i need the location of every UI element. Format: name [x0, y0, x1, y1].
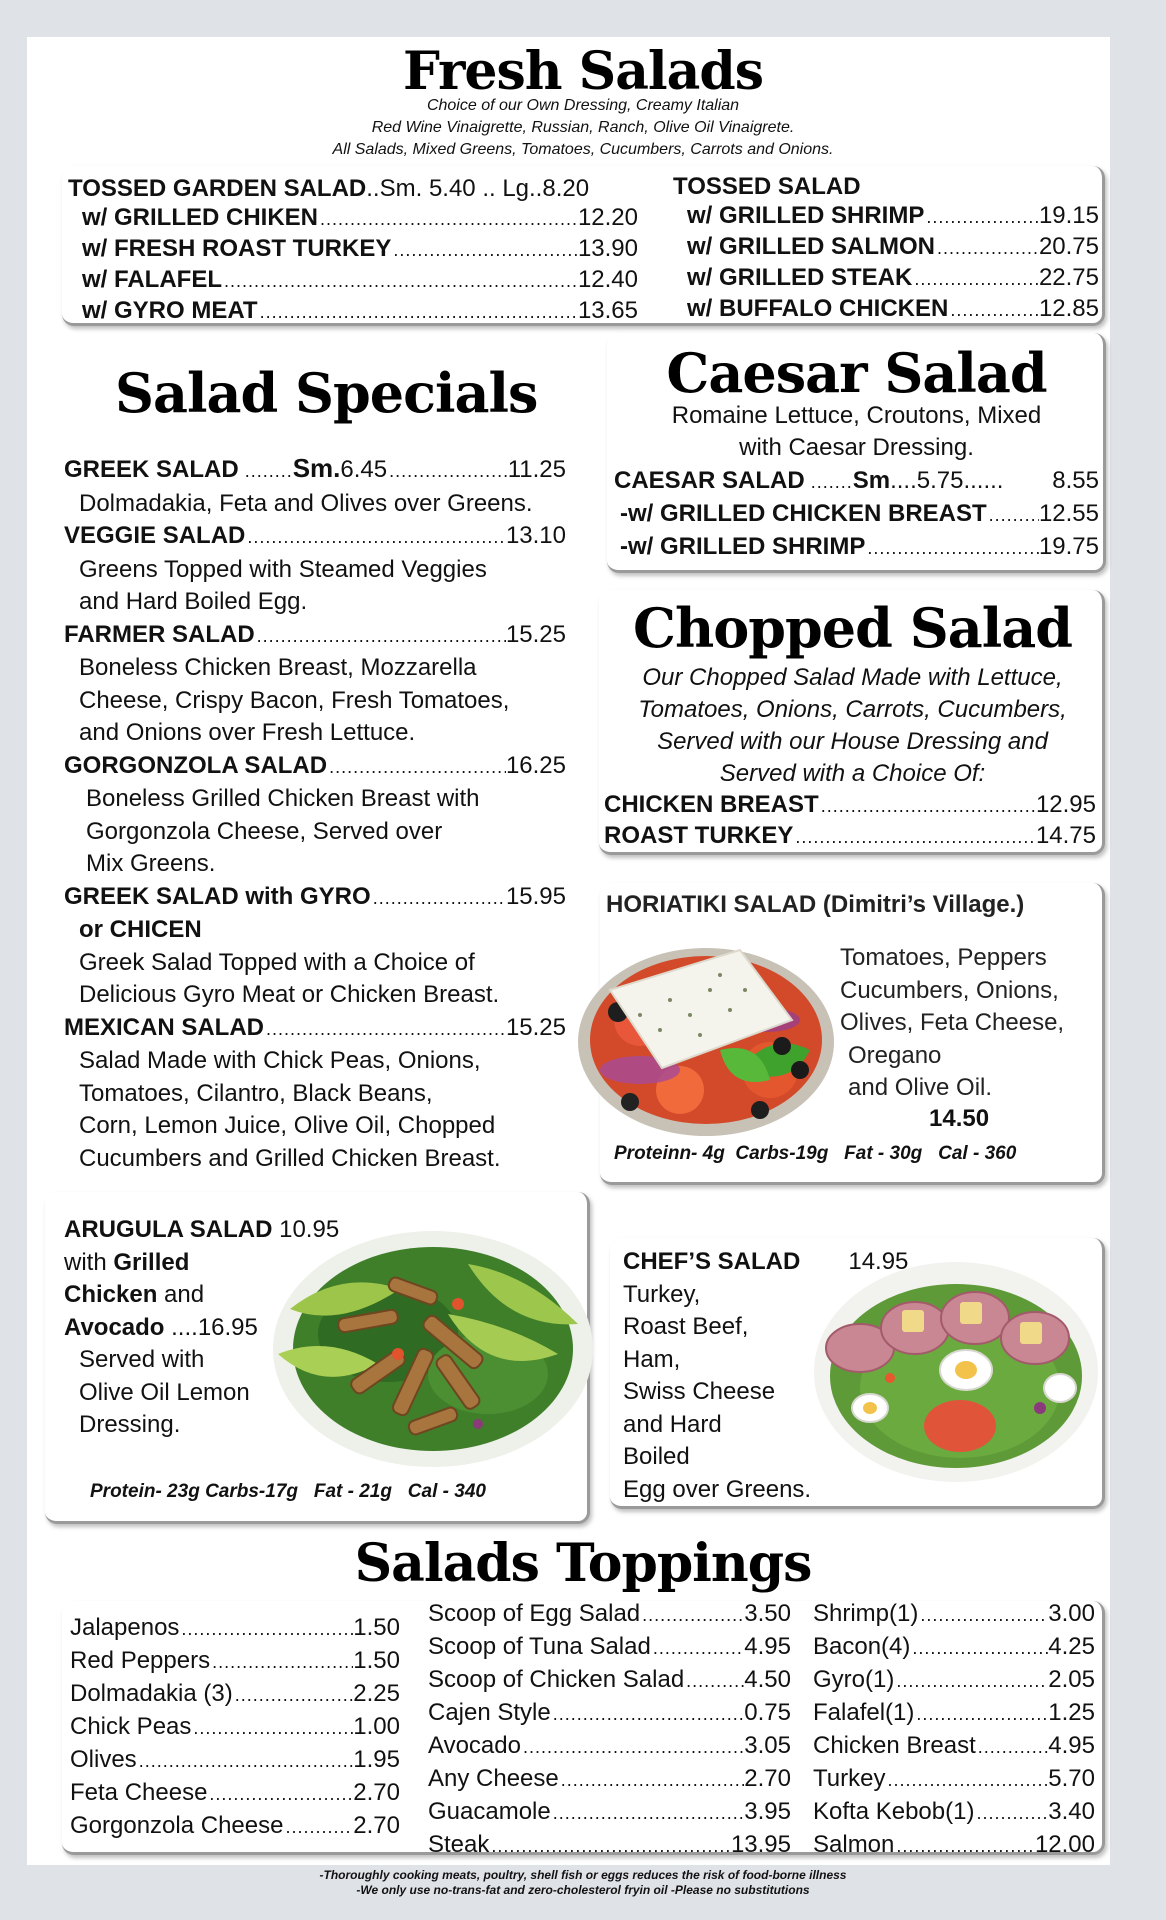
- chopped-title: Chopped Salad: [633, 596, 1072, 660]
- fresh-salads-subtitle-1: Choice of our Own Dressing, Creamy Italian: [426, 97, 740, 114]
- list-item: Kofta Kebob(1) ..... 3.40: [813, 1796, 1095, 1829]
- item-description: Boneless Grilled Chicken Breast with: [86, 785, 480, 812]
- item-description: Boneless Chicken Breast, Mozzarella: [79, 654, 477, 681]
- chopped-desc-1: Our Chopped Salad Made with Lettuce,: [642, 664, 1063, 691]
- list-item: w/ FALAFEL ..... 12.40: [68, 265, 638, 296]
- item-description: Cheese, Crispy Bacon, Fresh Tomatoes,: [79, 686, 510, 714]
- horiatiki-price: 14.50: [929, 1105, 990, 1132]
- list-item: CAESAR SALAD ....... Sm ....5.75...... 8.55: [614, 467, 1099, 494]
- list-item: Dolmadakia (3) ..... 2.25: [70, 1678, 400, 1711]
- item-name: ARUGULA SALAD: [64, 1216, 273, 1243]
- list-item: Guacamole ..... 3.95: [428, 1796, 791, 1829]
- item-description: Boiled: [623, 1443, 690, 1470]
- item-description: Corn, Lemon Juice, Olive Oil, Chopped: [79, 1112, 496, 1139]
- list-item: Salmon ..... 12.00: [813, 1829, 1095, 1862]
- fresh-salads-right-list: [673, 172, 1099, 325]
- item-description: and Hard: [623, 1410, 722, 1438]
- chopped-desc-2: Tomatoes, Onions, Carrots, Cucumbers,: [638, 696, 1067, 723]
- footer-note-1: -Thoroughly cooking meats, poultry, shell fish or eggs reduces the risk of food-borne illness: [319, 1868, 847, 1882]
- list-item: GREEK SALAD with GYRO ..... 15.95: [64, 881, 566, 915]
- list-item: VEGGIE SALAD ..... 13.10: [64, 520, 566, 554]
- list-item: Avocado ..... 3.05: [428, 1730, 791, 1763]
- chefs-text: [623, 1246, 908, 1506]
- list-item: w/ GRILLED SALMON ..... 20.75: [673, 232, 1099, 263]
- list-item: w/ FRESH ROAST TURKEY ..... 13.90: [68, 234, 638, 265]
- list-item: w/ GRILLED SHRIMP ..... 19.15: [673, 201, 1099, 232]
- list-item: Gyro(1) ..... 2.05: [813, 1664, 1095, 1697]
- item-description: Egg over Greens.: [623, 1475, 812, 1503]
- item-description: Turkey,: [623, 1280, 701, 1308]
- item-name-continued: or CHICEN: [79, 916, 202, 943]
- chopped-desc-3: Served with our House Dressing and: [657, 728, 1048, 755]
- caesar-desc-2: with Caesar Dressing.: [739, 434, 974, 461]
- item-description: Dolmadakia, Feta and Olives over Greens.: [79, 489, 533, 517]
- item-description: Olives, Feta Cheese,: [840, 1009, 1065, 1036]
- list-item: Scoop of Tuna Salad ..... 4.95: [428, 1631, 791, 1664]
- toppings-col-1: [70, 1612, 400, 1843]
- list-item: -w/ GRILLED SHRIMP ..... 19.75: [614, 531, 1099, 564]
- horiatiki-title: HORIATIKI SALAD (Dimitri’s Village.): [606, 891, 1025, 918]
- item-description: Dressing.: [79, 1411, 181, 1438]
- item-description: Cucumbers, Onions,: [840, 976, 1059, 1004]
- arugula-text: [64, 1214, 339, 1442]
- item-description: Greens Topped with Steamed Veggies: [79, 555, 487, 583]
- list-item: Cajen Style ..... 0.75: [428, 1697, 791, 1730]
- caesar-list: [614, 465, 1099, 564]
- item-description: Tomatoes, Peppers: [840, 944, 1047, 971]
- list-item: MEXICAN SALAD ..... 15.25: [64, 1012, 566, 1046]
- fresh-salads-subtitle-2: Red Wine Vinaigrette, Russian, Ranch, Olive Oil Vinaigrete.: [371, 119, 795, 136]
- list-item: Scoop of Egg Salad ..... 3.50: [428, 1598, 791, 1631]
- item-description: and Onions over Fresh Lettuce.: [79, 719, 416, 746]
- toppings-col-3: [813, 1598, 1095, 1862]
- list-item: Gorgonzola Cheese ..... 2.70: [70, 1810, 400, 1843]
- caesar-title: Caesar Salad: [666, 341, 1047, 405]
- item-description: and Hard Boiled Egg.: [79, 588, 308, 615]
- item-description: Salad Made with Chick Peas, Onions,: [79, 1047, 481, 1074]
- chopped-list: [604, 790, 1096, 852]
- list-item: Falafel(1) ..... 1.25: [813, 1697, 1095, 1730]
- toppings-title: Salads Toppings: [354, 1533, 812, 1594]
- item-description: Olive Oil Lemon: [79, 1378, 250, 1406]
- list-item: Any Cheese ..... 2.70: [428, 1763, 791, 1796]
- list-item: TOSSED GARDEN SALAD ..Sm. 5.40 .. Lg..8.20: [68, 175, 590, 202]
- list-item: -w/ GRILLED CHICKEN BREAST ..... 12.55: [614, 498, 1099, 531]
- list-item: GORGONZOLA SALAD ..... 16.25: [64, 750, 566, 784]
- item-description: Oregano: [848, 1041, 942, 1069]
- item-description: Greek Salad Topped with a Choice of: [79, 948, 475, 976]
- item-price: 14.95: [848, 1248, 909, 1275]
- list-item: Turkey ..... 5.70: [813, 1763, 1095, 1796]
- item-description: Mix Greens.: [86, 850, 216, 877]
- list-item: Feta Cheese ..... 2.70: [70, 1777, 400, 1810]
- caesar-desc-1: Romaine Lettuce, Croutons, Mixed: [671, 402, 1042, 429]
- fresh-salads-title: Fresh Salads: [403, 41, 763, 102]
- fresh-salads-left-list: [68, 174, 638, 327]
- item-name: CHEF’S SALAD: [623, 1248, 801, 1275]
- item-description: Gorgonzola Cheese, Served over: [86, 817, 443, 845]
- list-item: Steak ..... 13.95: [428, 1829, 791, 1862]
- list-item: w/ BUFFALO CHICKEN ..... 12.85: [673, 294, 1099, 325]
- item-description: Served with: [79, 1346, 205, 1373]
- list-item: w/ GRILLED STEAK ..... 22.75: [673, 263, 1099, 294]
- item-description: with Grilled: [64, 1248, 190, 1276]
- item-description: Tomatoes, Cilantro, Black Beans,: [79, 1079, 433, 1107]
- list-item: Scoop of Chicken Salad ..... 4.50: [428, 1664, 791, 1697]
- list-item: Shrimp(1) ..... 3.00: [813, 1598, 1095, 1631]
- arugula-nutrition: Protein- 23g Carbs-17g Fat - 21g Cal - 340: [90, 1481, 486, 1502]
- horiatiki-desc: [840, 942, 1064, 1105]
- fresh-salads-subtitle-3: All Salads, Mixed Greens, Tomatoes, Cucumbers, Carrots and Onions.: [332, 141, 834, 158]
- list-item: TOSSED SALAD: [673, 173, 861, 200]
- horiatiki-nutrition: Proteinn- 4g Carbs-19g Fat - 30g Cal - 360: [614, 1143, 1017, 1164]
- chopped-desc-4: Served with a Choice Of:: [719, 760, 986, 787]
- item-description: and Olive Oil.: [848, 1074, 993, 1101]
- item-description: Ham,: [623, 1345, 681, 1373]
- list-item: Chick Peas ..... 1.00: [70, 1711, 400, 1744]
- list-item: ROAST TURKEY ..... 14.75: [604, 821, 1096, 852]
- item-description: Chicken and: [64, 1281, 205, 1308]
- list-item: Chicken Breast ..... 4.95: [813, 1730, 1095, 1763]
- toppings-col-2: [428, 1598, 791, 1862]
- footer-note-2: -We only use no-trans-fat and zero-cholesterol fryin oil -Please no substitutions: [356, 1883, 810, 1897]
- list-item: Olives ..... 1.95: [70, 1744, 400, 1777]
- list-item: FARMER SALAD ..... 15.25: [64, 619, 566, 653]
- list-item: w/ GRILLED CHIKEN ..... 12.20: [68, 203, 638, 234]
- item-description: Swiss Cheese: [623, 1378, 776, 1405]
- list-item: Bacon(4) ..... 4.25: [813, 1631, 1095, 1664]
- salad-specials-title: Salad Specials: [115, 361, 538, 425]
- item-description: Avocado ....16.95: [64, 1313, 258, 1341]
- item-description: Cucumbers and Grilled Chicken Breast.: [79, 1144, 501, 1172]
- item-description: Roast Beef,: [623, 1313, 749, 1340]
- item-price: 10.95: [279, 1216, 340, 1243]
- item-description: Delicious Gyro Meat or Chicken Breast.: [79, 981, 500, 1008]
- list-item: Jalapenos ..... 1.50: [70, 1612, 400, 1645]
- list-item: w/ GYRO MEAT ..... 13.65: [68, 296, 638, 327]
- list-item: Red Peppers ..... 1.50: [70, 1645, 400, 1678]
- list-item: CHICKEN BREAST ..... 12.95: [604, 790, 1096, 821]
- list-item: GREEK SALAD ........ Sm. 6.45 ..... 11.25: [64, 452, 566, 488]
- horiatiki-photo: [570, 920, 842, 1150]
- salad-specials-list: [64, 452, 566, 1175]
